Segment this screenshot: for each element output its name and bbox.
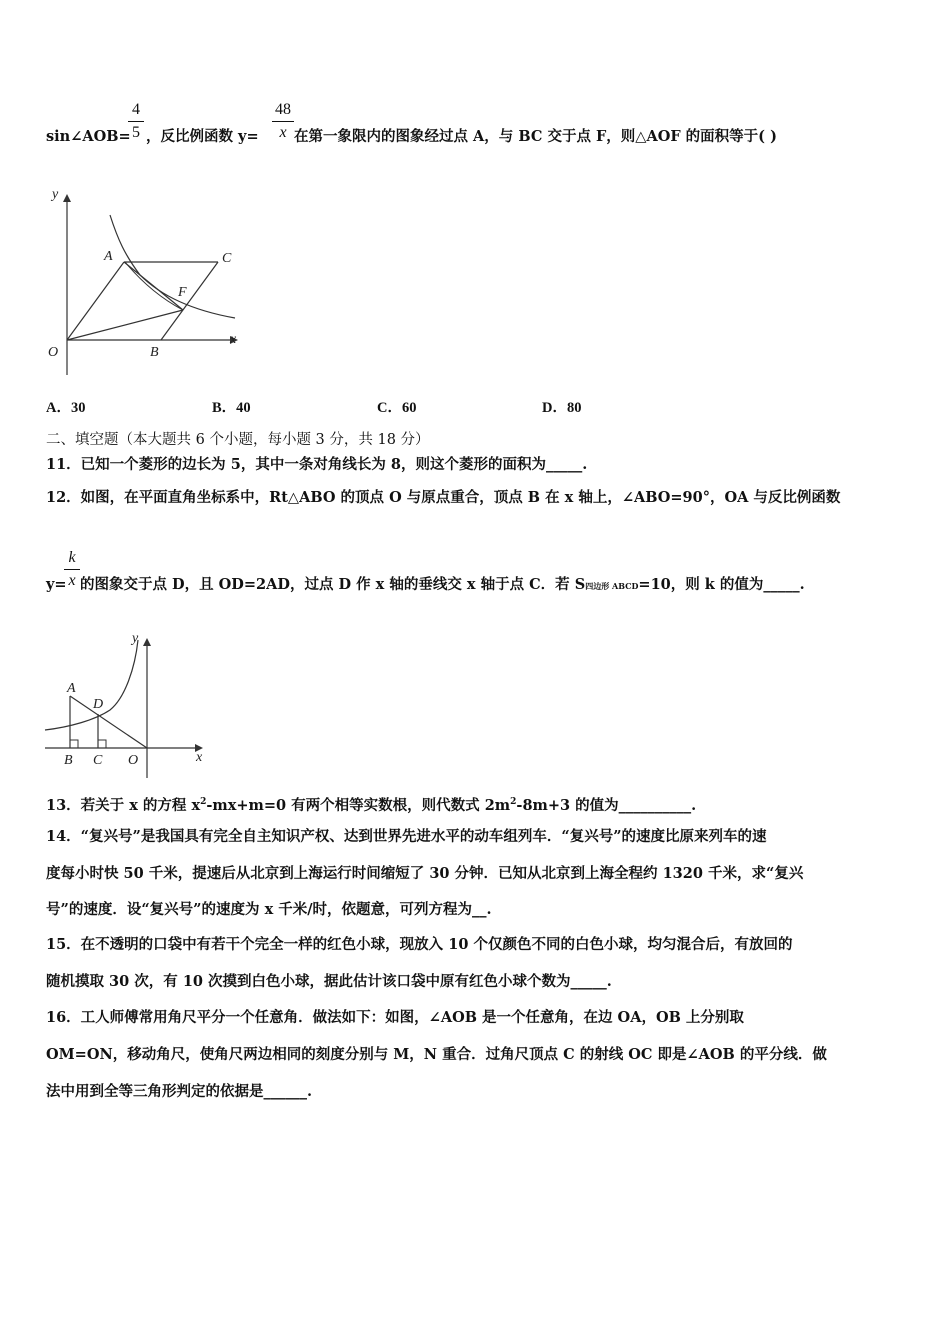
q10-frac1-denominator: 5 (132, 124, 140, 141)
right-angle-mark-B (70, 740, 78, 748)
label-D: D (93, 697, 104, 712)
q16-line1: 16．工人师傅常用角尺平分一个任意角．做法如下：如图，∠AOB 是一个任意角，在边 OA，OB 上分别取 (46, 1009, 744, 1026)
fraction-bar (128, 121, 144, 122)
segment-AF (124, 262, 183, 310)
q14-line2: 度每小时快 50 千米，提速后从北京到上海运行时间缩短了 30 分钟．已知从北京到上海全程约 1320 千米，求“复兴 (46, 865, 804, 882)
q10-frac2-numerator: 48 (275, 101, 291, 118)
q16-line3: 法中用到全等三角形判定的依据是______. (46, 1083, 313, 1100)
q12-frac-denominator: x (68, 572, 76, 589)
q12-line2-end: =10，则 k 的值为_____. (638, 576, 805, 593)
label-x: x (230, 332, 237, 347)
right-angle-mark-C (98, 740, 106, 748)
q10-frac2-denominator: x (279, 124, 287, 141)
q11-text: 11．已知一个菱形的边长为 5，其中一条对角线长为 8，则这个菱形的面积为_____. (46, 456, 588, 473)
q10-figure (40, 180, 260, 380)
segment-CB (161, 262, 218, 340)
label-B: B (64, 753, 73, 768)
q12-frac-numerator: k (68, 549, 76, 566)
q10-fraction-48-x (272, 101, 294, 142)
q15-line2: 随机摸取 30 次，有 10 次摸到白色小球，据此估计该口袋中原有红色小球个数为_____. (46, 973, 612, 990)
q16-line2: OM=ON，移动角尺，使角尺两边相同的刻度分别与 M，N 重合．过角尺顶点 C 的射线 OC 即是∠AOB 的平分线．做 (46, 1046, 827, 1063)
q12-figure (40, 628, 220, 780)
segment-AO (70, 696, 147, 748)
label-C: C (93, 753, 103, 768)
q14-line1: 14．“复兴号”是我国具有完全自主知识产权、达到世界先进水平的动车组列车．“复兴号”的速度比原来列车的速 (46, 828, 767, 845)
label-B: B (150, 345, 159, 360)
q10-text-mid: ，反比例函数 y= (146, 128, 259, 145)
y-axis-arrow (143, 638, 151, 646)
q12-line2-text: 的图象交于点 D，且 OD=2AD，过点 D 作 x 轴的垂线交 x 轴于点 C．若 S (80, 576, 586, 593)
label-F: F (178, 285, 187, 300)
option-b: B．40 (212, 400, 251, 416)
q10-text-end: 在第一象限内的图象经过点 A，与 BC 交于点 F，则△AOF 的面积等于( ) (294, 128, 777, 145)
label-A: A (104, 249, 113, 264)
y-axis-arrow (63, 194, 71, 202)
q12-line2-prefix: y= (46, 576, 67, 593)
q12-line2-sub: 四边形 ABCD (585, 581, 639, 591)
q12-line1: 12．如图，在平面直角坐标系中，Rt△ABO 的顶点 O 与原点重合，顶点 B 在 x 轴上，∠ABO=90°，OA 与反比例函数 (46, 489, 841, 506)
q12-line2 (80, 575, 805, 596)
label-x: x (196, 750, 203, 765)
label-O: O (48, 345, 59, 360)
q15-line1: 15．在不透明的口袋中有若干个完全一样的红色小球，现放入 10 个仅颜色不同的白色小球，均匀混合后，有放回的 (46, 936, 793, 953)
segment-OF (67, 310, 183, 340)
option-d: D．80 (542, 400, 582, 416)
segment-OA (67, 262, 124, 340)
label-C: C (222, 251, 232, 266)
q14-line3: 号”的速度．设“复兴号”的速度为 x 千米/时，依题意，可列方程为__. (46, 901, 492, 918)
q13-text: 13．若关于 x 的方程 $x^2-mx+m=0$ 有两个相等实数根，则代数式 $2m^2-8m+3$ 的值为__________. (46, 796, 697, 814)
option-a: A．30 (46, 400, 86, 416)
fraction-bar (272, 121, 294, 122)
label-y: y (132, 631, 139, 646)
label-O: O (128, 753, 139, 768)
q10-frac1-numerator: 4 (132, 101, 140, 118)
label-A: A (67, 681, 76, 696)
label-y: y (52, 187, 59, 202)
section2-heading: 二、填空题（本大题共 6 个小题，每小题 3 分，共 18 分） (46, 432, 430, 448)
option-c: C．60 (377, 400, 417, 416)
q10-prefix: sin∠AOB= (46, 128, 131, 145)
hyperbola-curve (45, 640, 138, 730)
fraction-bar (64, 569, 80, 570)
